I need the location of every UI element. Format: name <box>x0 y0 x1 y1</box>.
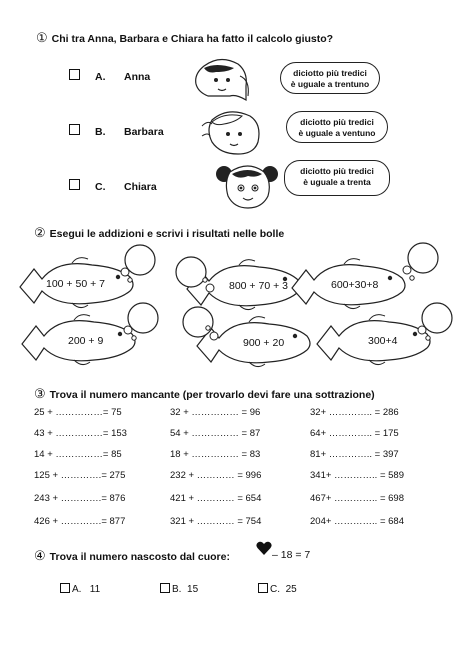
q1-number: ① <box>36 30 48 45</box>
q3-title <box>34 386 375 402</box>
fish-6 <box>317 303 452 365</box>
option-b-letter: B. <box>95 126 106 138</box>
equation-r4-c3: 341+ ………….. = 589 <box>310 470 404 481</box>
answer-b-letter: B. <box>172 584 182 595</box>
answer-c-value: 25 <box>285 584 297 595</box>
equation-r1-c3: 32+ ………….. = 286 <box>310 407 399 418</box>
fish-3 <box>292 243 438 309</box>
answer-option-a[interactable] <box>60 583 100 595</box>
equation-r6-c1: 426 + ………….= 877 <box>34 516 126 527</box>
equation-r3-c2: 18 + …………… = 83 <box>170 449 261 460</box>
fish-4-sum: 200 + 9 <box>68 335 104 347</box>
equation-r5-c3: 467+ ………….. = 698 <box>310 493 404 504</box>
equation-r2-c1: 43 + ……………= 153 <box>34 428 127 439</box>
equation-r2-c3: 64+ ………….. = 175 <box>310 428 399 439</box>
option-a-name: Anna <box>124 71 151 83</box>
fish-4 <box>22 303 158 365</box>
equation-r3-c1: 14 + ……………= 85 <box>34 449 122 460</box>
option-a-letter: A. <box>95 71 106 83</box>
q1-title-text: Chi tra Anna, Barbara e Chiara ha fatto il calcolo giusto? <box>51 33 334 45</box>
q4-title <box>34 548 230 564</box>
equation-r4-c2: 232 + ………… = 996 <box>170 470 262 481</box>
fish-6-sum: 300+4 <box>368 335 398 347</box>
answer-a-checkbox[interactable] <box>60 583 70 593</box>
fish-1 <box>20 245 155 308</box>
q2-number: ② <box>34 225 46 240</box>
fish-5-sum: 900 + 20 <box>243 337 285 349</box>
answer-option-c[interactable] <box>258 583 297 595</box>
q4-number: ④ <box>34 548 46 563</box>
fish-1-sum: 100 + 50 + 7 <box>46 278 105 290</box>
option-c-letter: C. <box>95 181 106 193</box>
equation-r6-c3: 204+ ………….. = 684 <box>310 516 404 527</box>
speech-chiara-line1: diciotto più tredici <box>300 166 374 176</box>
equation-r1-c2: 32 + …………… = 96 <box>170 407 261 418</box>
answer-b-value: 15 <box>187 584 199 595</box>
option-c-name: Chiara <box>124 181 157 193</box>
q3-number: ③ <box>34 386 46 401</box>
fish-2-sum: 800 + 70 + 3 <box>229 280 288 292</box>
fish-3-sum: 600+30+8 <box>331 279 379 291</box>
speech-chiara-line2: è uguale a trenta <box>303 177 371 187</box>
speech-barbara-line2: è uguale a ventuno <box>298 128 376 138</box>
equation-r5-c1: 243 + ………….= 876 <box>34 493 126 504</box>
option-b-name: Barbara <box>124 126 164 138</box>
equation-r6-c2: 321 + ………… = 754 <box>170 516 262 527</box>
q4-title-text: Trova il numero nascosto dal cuore: <box>49 551 230 563</box>
answer-option-b[interactable] <box>160 583 198 595</box>
equation-r5-c2: 421 + ………… = 654 <box>170 493 262 504</box>
speech-anna-line1: diciotto più tredici <box>293 68 367 78</box>
answer-c-letter: C. <box>270 584 280 595</box>
answer-c-checkbox[interactable] <box>258 583 268 593</box>
equation-r2-c2: 54 + …………… = 87 <box>170 428 261 439</box>
answer-b-checkbox[interactable] <box>160 583 170 593</box>
speech-barbara-line1: diciotto più tredici <box>300 117 374 127</box>
heart-equation: – 18 = 7 <box>272 549 311 561</box>
equation-r4-c1: 125 + ………….= 275 <box>34 470 126 481</box>
q2-title-text: Esegui le addizioni e scrivi i risultati nelle bolle <box>49 228 285 240</box>
heart-icon <box>256 541 272 556</box>
equation-r3-c3: 81+ ………….. = 397 <box>310 449 399 460</box>
speech-anna-line2: è uguale a trentuno <box>290 79 370 89</box>
answer-a-letter: A. <box>72 584 82 595</box>
q3-title-text: Trova il numero mancante (per trovarlo devi fare una sottrazione) <box>49 389 375 401</box>
equation-r1-c1: 25 + ……………= 75 <box>34 407 122 418</box>
answer-a-value: 11 <box>89 584 101 595</box>
